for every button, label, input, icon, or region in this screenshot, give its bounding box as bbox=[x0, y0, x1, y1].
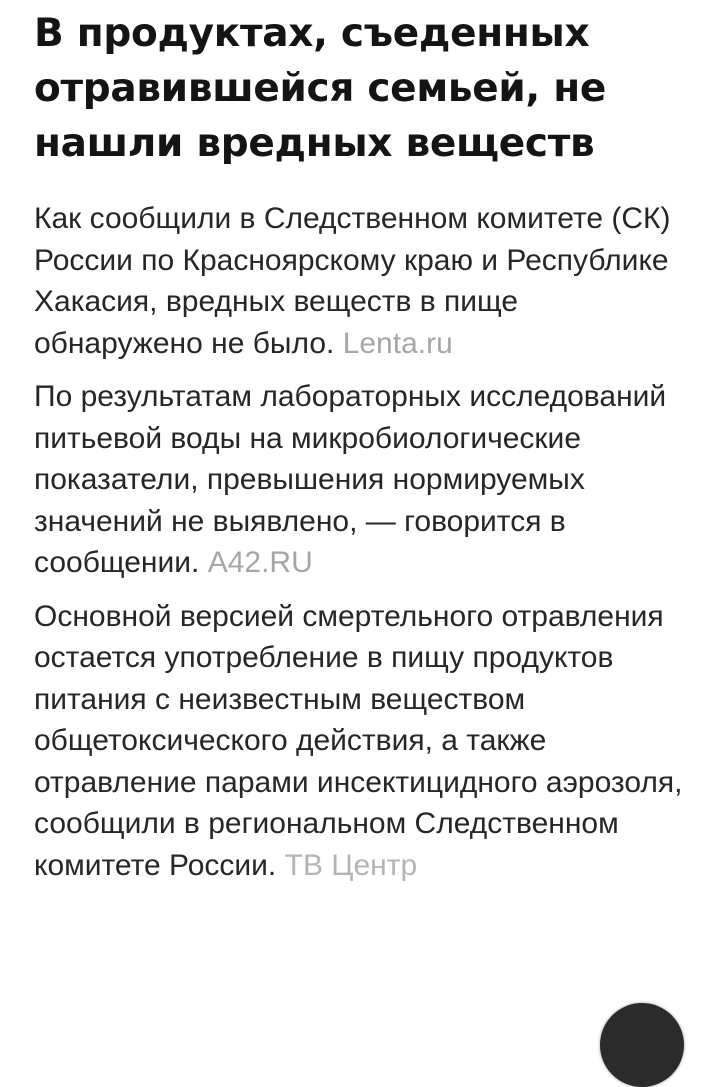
article-paragraph bbox=[34, 596, 684, 887]
article-paragraph bbox=[34, 376, 684, 584]
source-link-tv-center[interactable]: ТВ Центр bbox=[284, 848, 418, 882]
source-link-a42[interactable]: A42.RU bbox=[207, 546, 313, 579]
paragraph-text: Основной версией смертельного отравления остается употребление в пищу продуктов питания с неизвестным веществом общетоксического действия, а также отравление парами инсектицидного аэрозоля, сообщили в региональном Следственном комитете России. bbox=[34, 599, 683, 882]
article-paragraph bbox=[34, 198, 684, 364]
news-article bbox=[34, 0, 684, 886]
paragraph-text: По результатам лабораторных исследований питьевой воды на микробиологические показатели, превышения нормируемых значений не выявлено, — говорится в сообщении. bbox=[34, 380, 667, 579]
floating-action-button[interactable] bbox=[600, 1003, 684, 1087]
paragraph-text: Как сообщили в Следственном комитете (СК) России по Красноярскому краю и Республике Хакасия, вредных веществ в пище обнаружено не было. bbox=[34, 202, 671, 360]
source-link-lenta[interactable]: Lenta.ru bbox=[342, 326, 453, 360]
article-headline: В продуктах, съеденных отравившейся семьей, не нашли вредных веществ bbox=[34, 11, 607, 166]
